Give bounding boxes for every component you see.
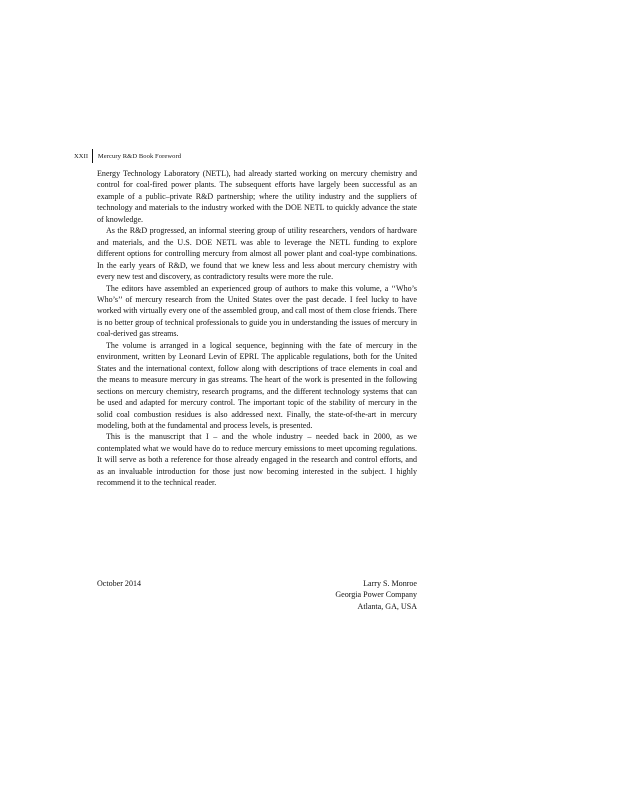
paragraph-3: The editors have assembled an experienced group of authors to make this volume, a ‘‘Who’s Who’s’’ of mercury research from the United States over the past decade. I feel lucky to have worked with virtually every one of the assembled group, and call most of them close friends. There is no better group of technical professionals to guide you in understanding the issues of mercury in coal-derived gas streams. <box>97 283 417 339</box>
paragraph-1: Energy Technology Laboratory (NETL), had already started working on mercury chemistry and control for coal-fired power plants. The subsequent efforts have largely been successful as an example of a public–private R&D partnership; where the utility industry and the suppliers of technology and materials to the industry worked with the DOE NETL to quickly advance the state of knowledge. <box>97 169 417 224</box>
signoff-date: October 2014 <box>97 579 142 588</box>
paragraph-2: As the R&D progressed, an informal steering group of utility researchers, vendors of hardware and materials, and the U.S. DOE NETL was able to leverage the NETL funding to explore different options for controlling mercury from almost all power plant and coal-type combinations. In the early years of R&D, we found that we knew less and less about mercury chemistry with every new test and discovery, as contradictory results were more the rule. <box>97 226 417 282</box>
running-title: Mercury R&D Book Foreword <box>97 152 182 160</box>
author-name: Larry S. Monroe <box>363 579 417 588</box>
paragraph-4: The volume is arranged in a logical sequence, beginning with the fate of mercury in the environment, written by Leonard Levin of EPRI. The applicable regulations, both for the United States and the international context, follow along with descriptions of trace elements in coal and the means to measure mercury in gas streams. The heart of the work is presented in the following sections on mercury chemistry, research programs, and the different technology systems that can be used and adapted for mercury control. The important topic of the stability of mercury in the solid coal combustion residues is also addressed next. Finally, the state-of-the-art in mercury modeling, both at the fundamental and process levels, is presented. <box>97 340 417 430</box>
paragraph-5: This is the manuscript that I – and the whole industry – needed back in 2000, as we contemplated what we would have do to reduce mercury emissions to meet upcoming regulations. It will serve as both a reference for those already engaged in the research and control efforts, and as an invaluable introduction for those just now becoming interested in the subject. I highly recommend it to the technical reader. <box>97 432 417 488</box>
page-number: XXII <box>74 152 89 160</box>
foreword-body <box>97 168 417 489</box>
header-divider <box>92 149 93 163</box>
author-location: Atlanta, GA, USA <box>357 601 417 611</box>
running-header <box>74 149 181 163</box>
author-organization: Georgia Power Company <box>335 590 417 600</box>
signoff-author-block <box>335 578 417 612</box>
